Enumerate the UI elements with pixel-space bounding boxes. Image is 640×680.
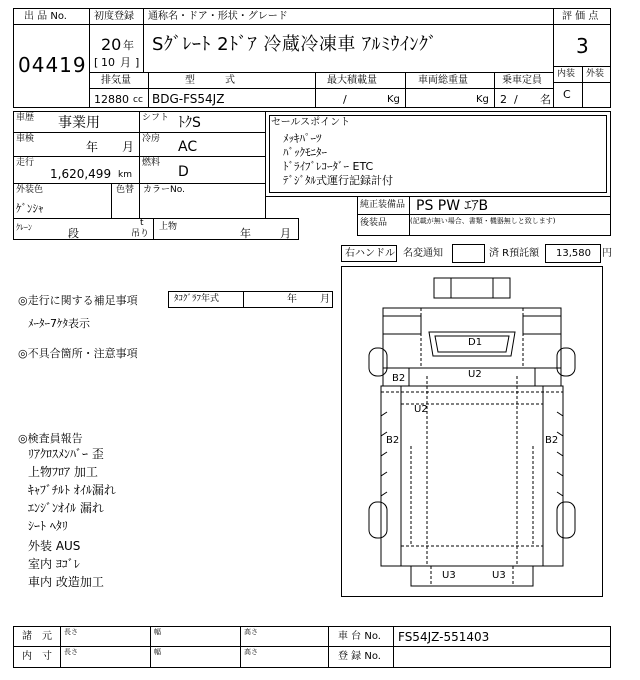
damage-u2-cab: U2 (468, 369, 482, 380)
damage-b2-left: B2 (386, 435, 400, 446)
defect-title: ◎不具合箇所・注意事項 (18, 347, 138, 360)
crane-hang: 吊り (131, 229, 150, 239)
score-label: 評 価 点 (562, 11, 599, 22)
damage-u3-left: U3 (442, 570, 456, 581)
crane-stage: 段 (68, 227, 79, 240)
footer-box (13, 626, 611, 668)
tacho-label: ﾀｺｸﾞﾗﾌ年式 (174, 294, 220, 304)
tacho-year: 年 (287, 294, 297, 305)
inspection-label: 車検 (16, 134, 35, 144)
aircon-label: 冷房 (142, 134, 161, 144)
inner-width: 幅 (154, 648, 161, 656)
model-label: 型 式 (185, 75, 235, 86)
damage-u3-right: U3 (492, 570, 506, 581)
inspector-line-4: ｴﾝｼﾞﾝｵｲﾙ 漏れ (28, 501, 104, 515)
inspector-line-3: ｷｬﾌﾞﾁﾙﾄ ｵｲﾙ漏れ (28, 483, 116, 497)
inspector-line-5: ｼｰﾄ ﾍﾀﾘ (28, 519, 68, 533)
inspector-title: ◎検査員報告 (18, 432, 83, 445)
fuel-label: 燃料 (142, 158, 161, 168)
inspection-year: 年 (86, 140, 99, 154)
damage-d1: D1 (468, 337, 483, 348)
shift-value: ﾄｸS (178, 115, 201, 131)
inspection-month: 月 (122, 140, 135, 154)
color-code-label: 色替 (116, 185, 135, 195)
lot-number: 04419 (18, 53, 87, 77)
mileage-value: 1,620,499 (50, 167, 112, 181)
displacement-value: 12880 (94, 93, 129, 106)
mileage-unit: km (118, 170, 132, 180)
genuine-value: PS PW ｴｱB (416, 198, 489, 214)
inspector-line-6: 外装 AUS (28, 539, 81, 553)
dims-label: 諸 元 (22, 631, 52, 642)
recycle-unit: 円 (602, 248, 612, 259)
sales-point-2: ﾊﾞｯｸﾓﾆﾀｰ (283, 146, 327, 159)
damage-u2-body: U2 (414, 404, 428, 415)
genuine-label: 純正装備品 (360, 200, 406, 210)
inspector-line-2: 上物ﾌﾛｱ 加工 (28, 465, 98, 479)
crane-label: ｸﾚｰﾝ (16, 223, 32, 232)
color-no-label: カラーNo. (143, 185, 185, 195)
displacement-label: 排気量 (101, 75, 131, 86)
sales-label: セールスポイント (271, 117, 351, 128)
supplement-text: ﾒｰﾀｰ7ｹﾀ表示 (28, 317, 90, 330)
interior-grade: C (563, 88, 571, 101)
score-value: 3 (576, 34, 589, 58)
inspector-line-7: 室内 ﾖｺﾞﾚ (28, 557, 80, 571)
year-value: 20 (101, 35, 122, 54)
dims-length: 長さ (64, 628, 78, 636)
car-name-label: 通称名・ドア・形状・グレード (148, 11, 288, 22)
gross-weight-unit: Kg (476, 94, 489, 105)
model-value: BDG-FS54JZ (152, 92, 225, 106)
reg-label: 登 録 No. (338, 651, 381, 662)
capacity-label: 乗車定員 (502, 75, 542, 86)
year-unit: 年 (123, 39, 134, 52)
supplement-title: ◎走行に関する補足事項 (18, 294, 138, 307)
shift-label: シフト (142, 113, 170, 123)
damage-b2-right: B2 (545, 435, 559, 446)
max-load-sep: / (343, 93, 347, 106)
aftermarket-note: (記載が無い場合、書類・機器無しと致します) (410, 217, 556, 225)
first-reg-label: 初度登録 (94, 11, 134, 22)
tacho-month: 月 (320, 294, 330, 305)
rhd-label: 右ハンドル (345, 248, 395, 259)
history-label: 車歴 (16, 113, 35, 123)
aftermarket-label: 後装品 (360, 218, 388, 228)
notice-box (452, 244, 485, 263)
notice-label: 名変通知 (403, 248, 443, 259)
color-value: ｹﾞﾝｼｬ (16, 202, 44, 215)
inner-length: 長さ (64, 648, 78, 656)
inner-label: 内 寸 (22, 651, 52, 662)
sales-point-3: ﾄﾞﾗｲﾌﾞﾚｺｰﾀﾞｰ ETC (283, 160, 374, 173)
recycle-label: 済 R預託額 (489, 248, 540, 259)
crane-box (13, 218, 299, 240)
recycle-value: 13,580 (556, 248, 591, 259)
capacity-unit: 名 (540, 93, 551, 106)
inner-height: 高さ (244, 648, 258, 656)
gross-weight-label: 車両総重量 (418, 75, 468, 86)
max-load-label: 最大積載量 (327, 75, 377, 86)
crane-ton: t (140, 218, 144, 228)
chassis-value: FS54JZ-551403 (398, 630, 490, 644)
month-value: 10 (101, 56, 115, 69)
fuel-value: D (178, 164, 189, 180)
month-unit: 月 (120, 56, 131, 69)
dims-width: 幅 (154, 628, 161, 636)
mileage-label: 走行 (16, 158, 35, 168)
damage-b2-front: B2 (392, 373, 406, 384)
loading-month: 月 (280, 227, 291, 240)
inspector-line-8: 車内 改造加工 (28, 575, 104, 589)
sales-point-1: ﾒｯｷﾊﾟｰﾂ (283, 132, 322, 145)
interior-label: 内装 (557, 69, 576, 79)
aircon-value: AC (178, 139, 198, 155)
color-label: 外装色 (16, 185, 44, 195)
capacity-sep: / (514, 93, 518, 106)
lot-label: 出 品 No. (24, 11, 67, 22)
displacement-unit: cc (133, 95, 143, 105)
truck-diagram (341, 266, 603, 597)
max-load-unit: Kg (387, 94, 400, 105)
chassis-label: 車 台 No. (338, 631, 381, 642)
loading-label: 上物 (159, 222, 178, 232)
dims-height: 高さ (244, 628, 258, 636)
inspector-line-1: ﾘｱｸﾛｽﾒﾝﾊﾞｰ 歪 (28, 447, 104, 461)
capacity-value: 2 (500, 93, 507, 106)
loading-year: 年 (240, 227, 251, 240)
history-value: 事業用 (58, 115, 100, 131)
car-name: Sｸﾞﾚｰﾄ 2ﾄﾞｱ 冷蔵冷凍車 ｱﾙﾐｳｲﾝｸﾞ (152, 34, 438, 55)
sales-point-4: ﾃﾞｼﾞﾀﾙ式運行記録計付 (283, 174, 393, 187)
exterior-label: 外装 (586, 69, 605, 79)
